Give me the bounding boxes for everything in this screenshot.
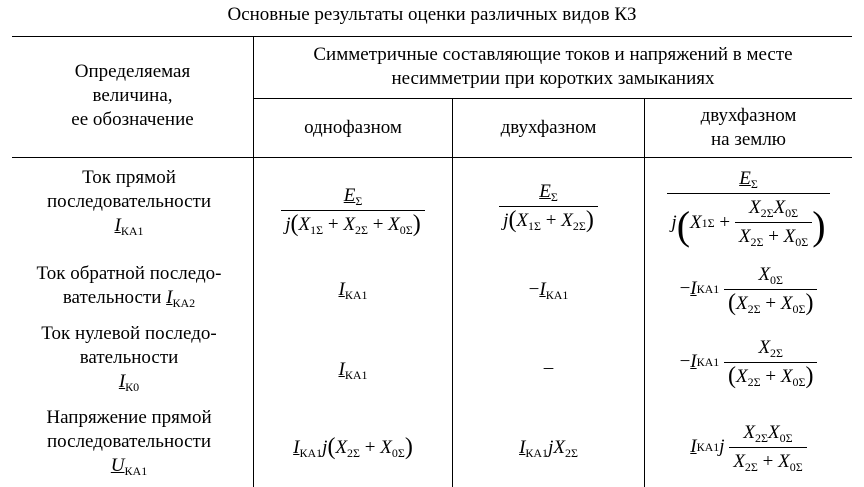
row3-double-formula: – (543, 357, 554, 378)
header-two-phase: двухфазном (500, 117, 597, 138)
row1-double-formula (453, 168, 644, 244)
row3-label-line1: Ток нулевой последо- (41, 323, 217, 344)
row1-label-line2: последовательности (47, 191, 211, 212)
header-quantity-line1: Определяемая (74, 61, 191, 82)
header-single-phase: однофазном (304, 117, 402, 138)
header-group-line2: несимметрии при коротких замыканиях (391, 68, 715, 89)
row4-symbol: $U_{КА1}$ (110, 455, 148, 478)
header-group-line1: Симметричные составляющие токов и напряжений в месте (313, 44, 793, 65)
header-quantity-line3: ее обозначение (71, 109, 194, 130)
header-ground-line1: двухфазном (700, 105, 797, 126)
header-two-phase-ground (645, 100, 852, 156)
row4-label-line1: Напряжение прямой (46, 407, 212, 428)
header-ground-line2: на землю (711, 129, 786, 150)
rule-top (12, 36, 852, 37)
row1-single-formula (254, 170, 452, 250)
row4-double-formula: $I_{КА1}jX_{2\Sigma}$ (519, 437, 578, 460)
row1-label-line1: Ток прямой (82, 167, 176, 188)
row2-double-formula: $-I_{КА1}$ (528, 279, 569, 302)
row3-label (5, 322, 253, 394)
rule-header-bottom (12, 157, 852, 158)
row4-label-line2: последовательности (47, 431, 211, 452)
row1-label (5, 166, 253, 238)
fraction: $\frac{E_\Sigma}{j(X_{1\Sigma} + X_{2\Sigma} + X_{0\Sigma})}$ (281, 184, 425, 237)
row3-single-formula: $I_{КА1}$ (338, 359, 368, 382)
row2-label-line2: вательности $I_{КА2}$ (62, 287, 196, 310)
row1-ground-formula (645, 160, 852, 256)
row3-symbol: $I_{К0}$ (118, 371, 140, 394)
row4-label (5, 406, 253, 478)
row2-label-line1: Ток обратной последо- (36, 263, 222, 284)
row1-symbol: $I_{КА1}$ (114, 215, 144, 238)
fraction: $\frac{E_\Sigma}{j(X_{1\Sigma} + X_{2\Sigma})}$ (499, 180, 598, 233)
row2-label (5, 262, 253, 310)
row2-single-formula: $I_{КА1}$ (338, 279, 368, 302)
header-group (254, 40, 852, 94)
table-title: Основные результаты оценки различных видов КЗ (227, 4, 637, 25)
header-quantity (12, 60, 253, 132)
rule-subheader (253, 98, 852, 99)
row2-ground-formula: − I КА1 $\frac{X_{0\Sigma}}{(X_{2\Sigma} + X_{0\Sigma})}$ (645, 258, 852, 320)
row4-ground-formula: I КА1 j $\frac{X_{2\Sigma}X_{0\Sigma}}{X_{2\Sigma} + X_{0\Sigma}}$ (645, 414, 852, 480)
row4-single-formula: $I_{КА1}j(X_{2\Sigma} + X_{0\Sigma})$ (293, 434, 413, 460)
fraction: $E_\Sigma$ j ( X 1Σ + $\frac{X_{2\Sigma}X_{0\Sigma}}{X_{2\Sigma} + X_{0\Sigma}}$ ) (667, 167, 829, 249)
row3-label-line2: вательности (79, 347, 179, 368)
header-quantity-line2: величина, (92, 85, 173, 106)
row3-ground-formula: − I КА1 $\frac{X_{2\Sigma}}{(X_{2\Sigma} + X_{0\Sigma})}$ (645, 328, 852, 396)
